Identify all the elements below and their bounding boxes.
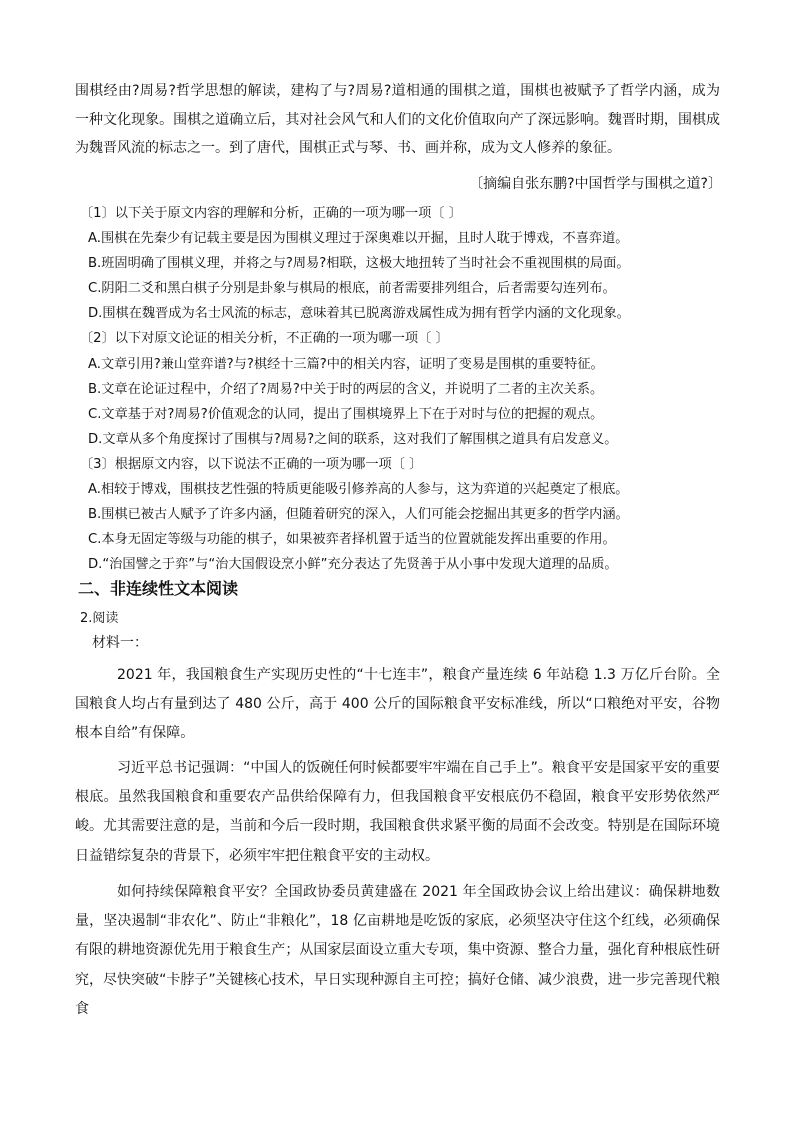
material-paragraph: 2021 年，我国粮食生产实现历史性的“十七连丰”，粮食产量连续 6 年站稳 1.3 万亿斤台阶。全国粮食人均占有量到达了 480 公斤，高于 400 公斤的国际粮食平安标准线，所以“口粮绝对平安，谷物根本自给”有保障。 [75, 667, 720, 742]
section-heading: 二、非连续性文本阅读 [78, 579, 239, 598]
item-label: 2.阅读 [80, 611, 119, 626]
question-1-option-d: D.围棋在魏晋成为名士风流的标志，意味着其已脱离游戏属性成为拥有哲学内涵的文化现象。 [88, 306, 630, 322]
question-2-option-b: B.文章在论证过程中，介绍了?周易?中关于时的两层的含义，并说明了二者的主次关系。 [88, 381, 604, 397]
question-2-option-d: D.文章从多个角度探讨了围棋与?周易?之间的联系，这对我们了解围棋之道具有启发意义。 [88, 431, 618, 447]
question-3-option-c: C.本身无固定等级与功能的棋子，如果被弈者择机置于适当的位置就能发挥出重要的作用。 [88, 532, 616, 548]
source-citation: 〔摘编自张东鹏?中国哲学与围棋之道?〕 [469, 176, 722, 192]
question-3-option-a: A.相较于博戏，围棋技艺性强的特质更能吸引修养高的人参与，这为弈道的兴起奠定了根底。 [88, 482, 629, 498]
question-3-stem: 〔3〕根据原文内容，以下说法不正确的一项为哪一项〔 〕 [80, 456, 423, 472]
question-1-option-c: C.阴阳二爻和黑白棋子分别是卦象与棋局的根底，前者需要排列组合，后者需要勾连列布。 [88, 281, 616, 297]
question-3-option-d: D.“治国譬之于弈”与“治大国假设烹小鲜”充分表达了先贤善于从小事中发现大道理的品质。 [88, 557, 618, 573]
question-2-option-a: A.文章引用?兼山堂弈谱?与?棋经十三篇?中的相关内容，证明了变易是围棋的重要特征。 [88, 356, 604, 372]
material-label: 材料一： [92, 635, 148, 651]
question-1-stem: 〔1〕以下关于原文内容的理解和分析，正确的一项为哪一项〔 〕 [80, 206, 462, 221]
question-list [80, 201, 730, 577]
material-paragraph: 如何持续保障粮食平安？全国政协委员黄建盛在 2021 年全国政协会议上给出建议：确保耕地数量，坚决遏制“非农化”、防止“非粮化”，18 亿亩耕地是吃饭的家底，必须坚决守住这个红线，必须确保有限的耕地资源优先用于粮食生产；从国家层面设立重大专项，集中资源、整合力量，强化育种根底性研究，尽快突破“卡脖子”关键核心技术，早日实现种源自主可控；搞好仓储、减少浪费，进一步完善现代粮食 [75, 884, 720, 1017]
question-1-option-a: A.围棋在先秦少有记载主要是因为围棋义理过于深奥难以开掘，且时人耽于博戏，不喜弈道。 [88, 231, 629, 247]
question-3-option-b: B.围棋已被古人赋予了许多内涵，但随着研究的深入，人们可能会挖掘出其更多的哲学内涵。 [88, 507, 629, 523]
question-2-option-c: C.文章基于对?周易?价值观念的认同，提出了围棋境界上下在于对时与位的把握的观点。 [88, 406, 604, 422]
intro-paragraph: 围棋经由?周易?哲学思想的解读，建构了与?周易?道相通的围棋之道，围棋也被赋予了哲学内涵，成为一种文化现象。围棋之道确立后，其对社会风气和人们的文化价值取向产了深远影响。魏晋时期，围棋成为魏晋风流的标志之一。到了唐代，围棋正式与琴、书、画并称，成为文人修养的象征。 [75, 83, 720, 157]
question-1-option-b: B.班固明确了围棋义理，并将之与?周易?相联，这极大地扭转了当时社会不重视围棋的局面。 [88, 256, 630, 272]
material-paragraph: 习近平总书记强调：“中国人的饭碗任何时候都要牢牢端在自己手上”。粮食平安是国家平安的重要根底。虽然我国粮食和重要农产品供给保障有力，但我国粮食平安根底仍不稳固，粮食平安形势依然严峻。尤其需要注意的是，当前和今后一段时期，我国粮食供求紧平衡的局面不会改变。特别是在国际环境日益错综复杂的背景下，必须牢牢把住粮食平安的主动权。 [75, 760, 720, 864]
question-2-stem: 〔2〕以下对原文论证的相关分析，不正确的一项为哪一项〔 〕 [80, 331, 449, 347]
